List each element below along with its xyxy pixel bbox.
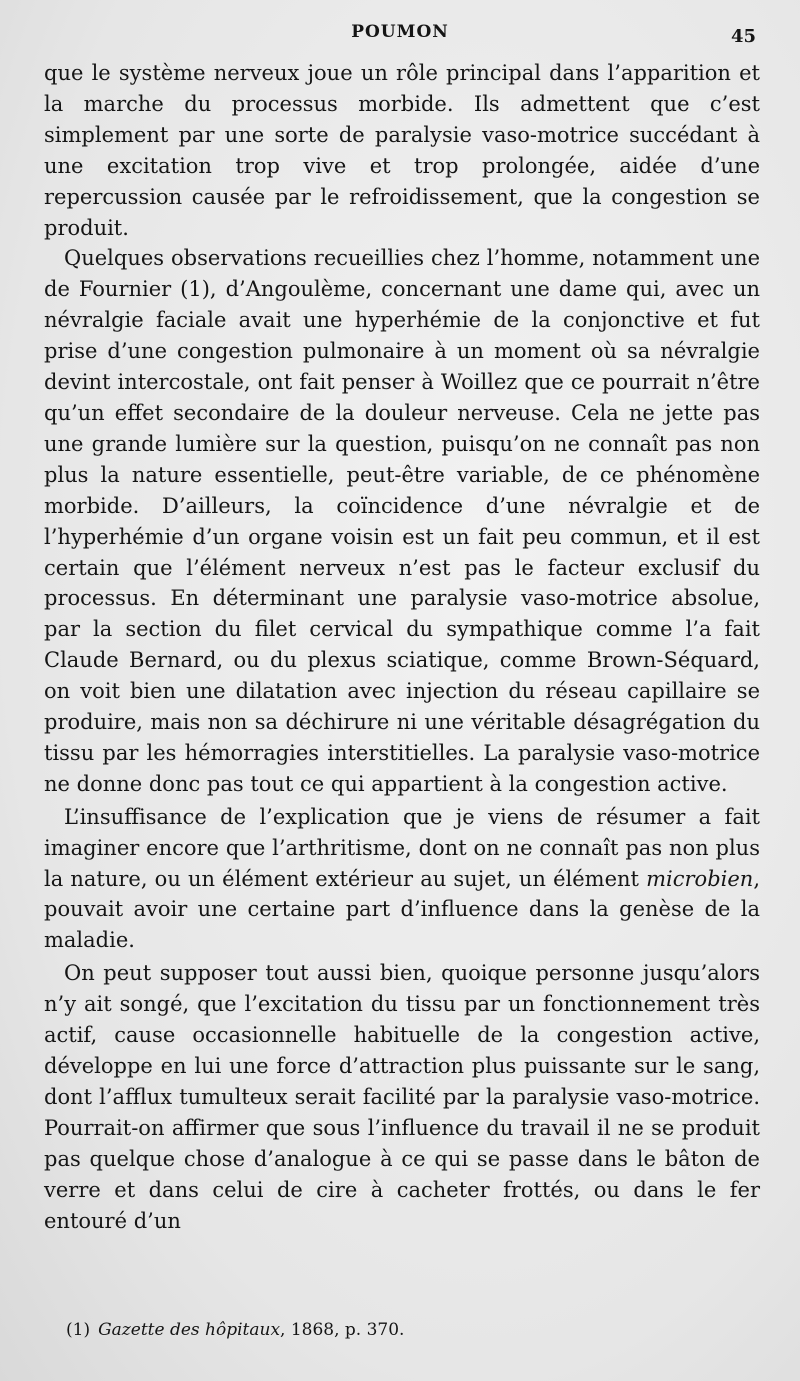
paragraph-3-text-end: , pouvait avoir une certaine part d’influence dans la genèse de la maladie. — [44, 866, 760, 953]
paragraph-4: On peut supposer tout aussi bien, quoique personne jusqu’alors n’y ait songé, que l’excitation du tissu par un fonctionnement très actif, cause occasionnelle habituelle de la congestion active, développe en lui une force d’attraction plus puissante sur le sang, dont l’afflux tumulteux serait facilité par la paralysie vaso-motrice. Pourrait-on affirmer que sous l’influence du travail il ne se produit pas quelque chose d’analogue à ce qui se passe dans le bâton de verre et dans celui de cire à cacheter frottés, ou dans le fer entouré d’un — [44, 961, 760, 1233]
footnote-marker: (1) — [66, 1320, 91, 1340]
paragraph-2: Quelques observations recueillies chez l’homme, notamment une de Fournier (1), d’Angoulème, concernant une dame qui, avec un névralgie faciale avait une hyperhémie de la conjonctive et fut prise d’une congestion pulmonaire à un moment où sa névralgie devint intercostale, ont fait penser à Woillez que ce pourrait n’être qu’un effet secondaire de la douleur nerveuse. Cela ne jette pas une grande lumière sur la question, puisqu’on ne connaît pas non plus la nature essentielle, peut-être variable, de ce phénomène morbide. D’ailleurs, la coïncidence d’une névralgie et de l’hyperhémie d’un organe voisin est un fait peu commun, et il est certain que l’élément nerveux n’est pas le facteur exclusif du processus. En déterminant une paralysie vaso-motrice absolue, par la section du filet cervical du sympathique comme l’a fait Claude Bernard, ou du plexus sciatique, comme Brown-Séquard, on voit bien une dilatation avec injection du réseau capillaire se produire, mais non sa déchirure ni une véritable désagrégation du tissu par les hémorragies interstitielles. La paralysie vaso-motrice ne donne donc pas tout ce qui appartient à la congestion active. — [44, 246, 760, 796]
paragraph-1: que le système nerveux joue un rôle principal dans l’apparition et la marche du processus morbide. Ils admettent que c’est simplement par une sorte de paralysie vaso-motrice succédant à une excitation trop vive et trop prolongée, aidée d’une repercussion causée par le refroidissement, que la congestion se produit. — [44, 61, 760, 240]
body-text — [44, 58, 760, 1236]
running-title: POUMON — [351, 22, 449, 42]
page-number: 45 — [730, 26, 756, 47]
paragraph-3 — [44, 802, 760, 957]
footnote — [66, 1320, 766, 1340]
paragraph-3-text-start: L’insuffisance de l’explication que je viens de résumer a fait imaginer encore que l’arthritisme, dont on ne connaît pas non plus la nature, ou un élément extérieur au sujet, un élément — [44, 804, 760, 891]
footnote-journal: Gazette des hôpitaux — [98, 1320, 281, 1340]
footnote-citation: , 1868, p. 370. — [280, 1320, 405, 1340]
running-header — [0, 22, 800, 46]
emphasis-word: microbien — [646, 866, 754, 891]
